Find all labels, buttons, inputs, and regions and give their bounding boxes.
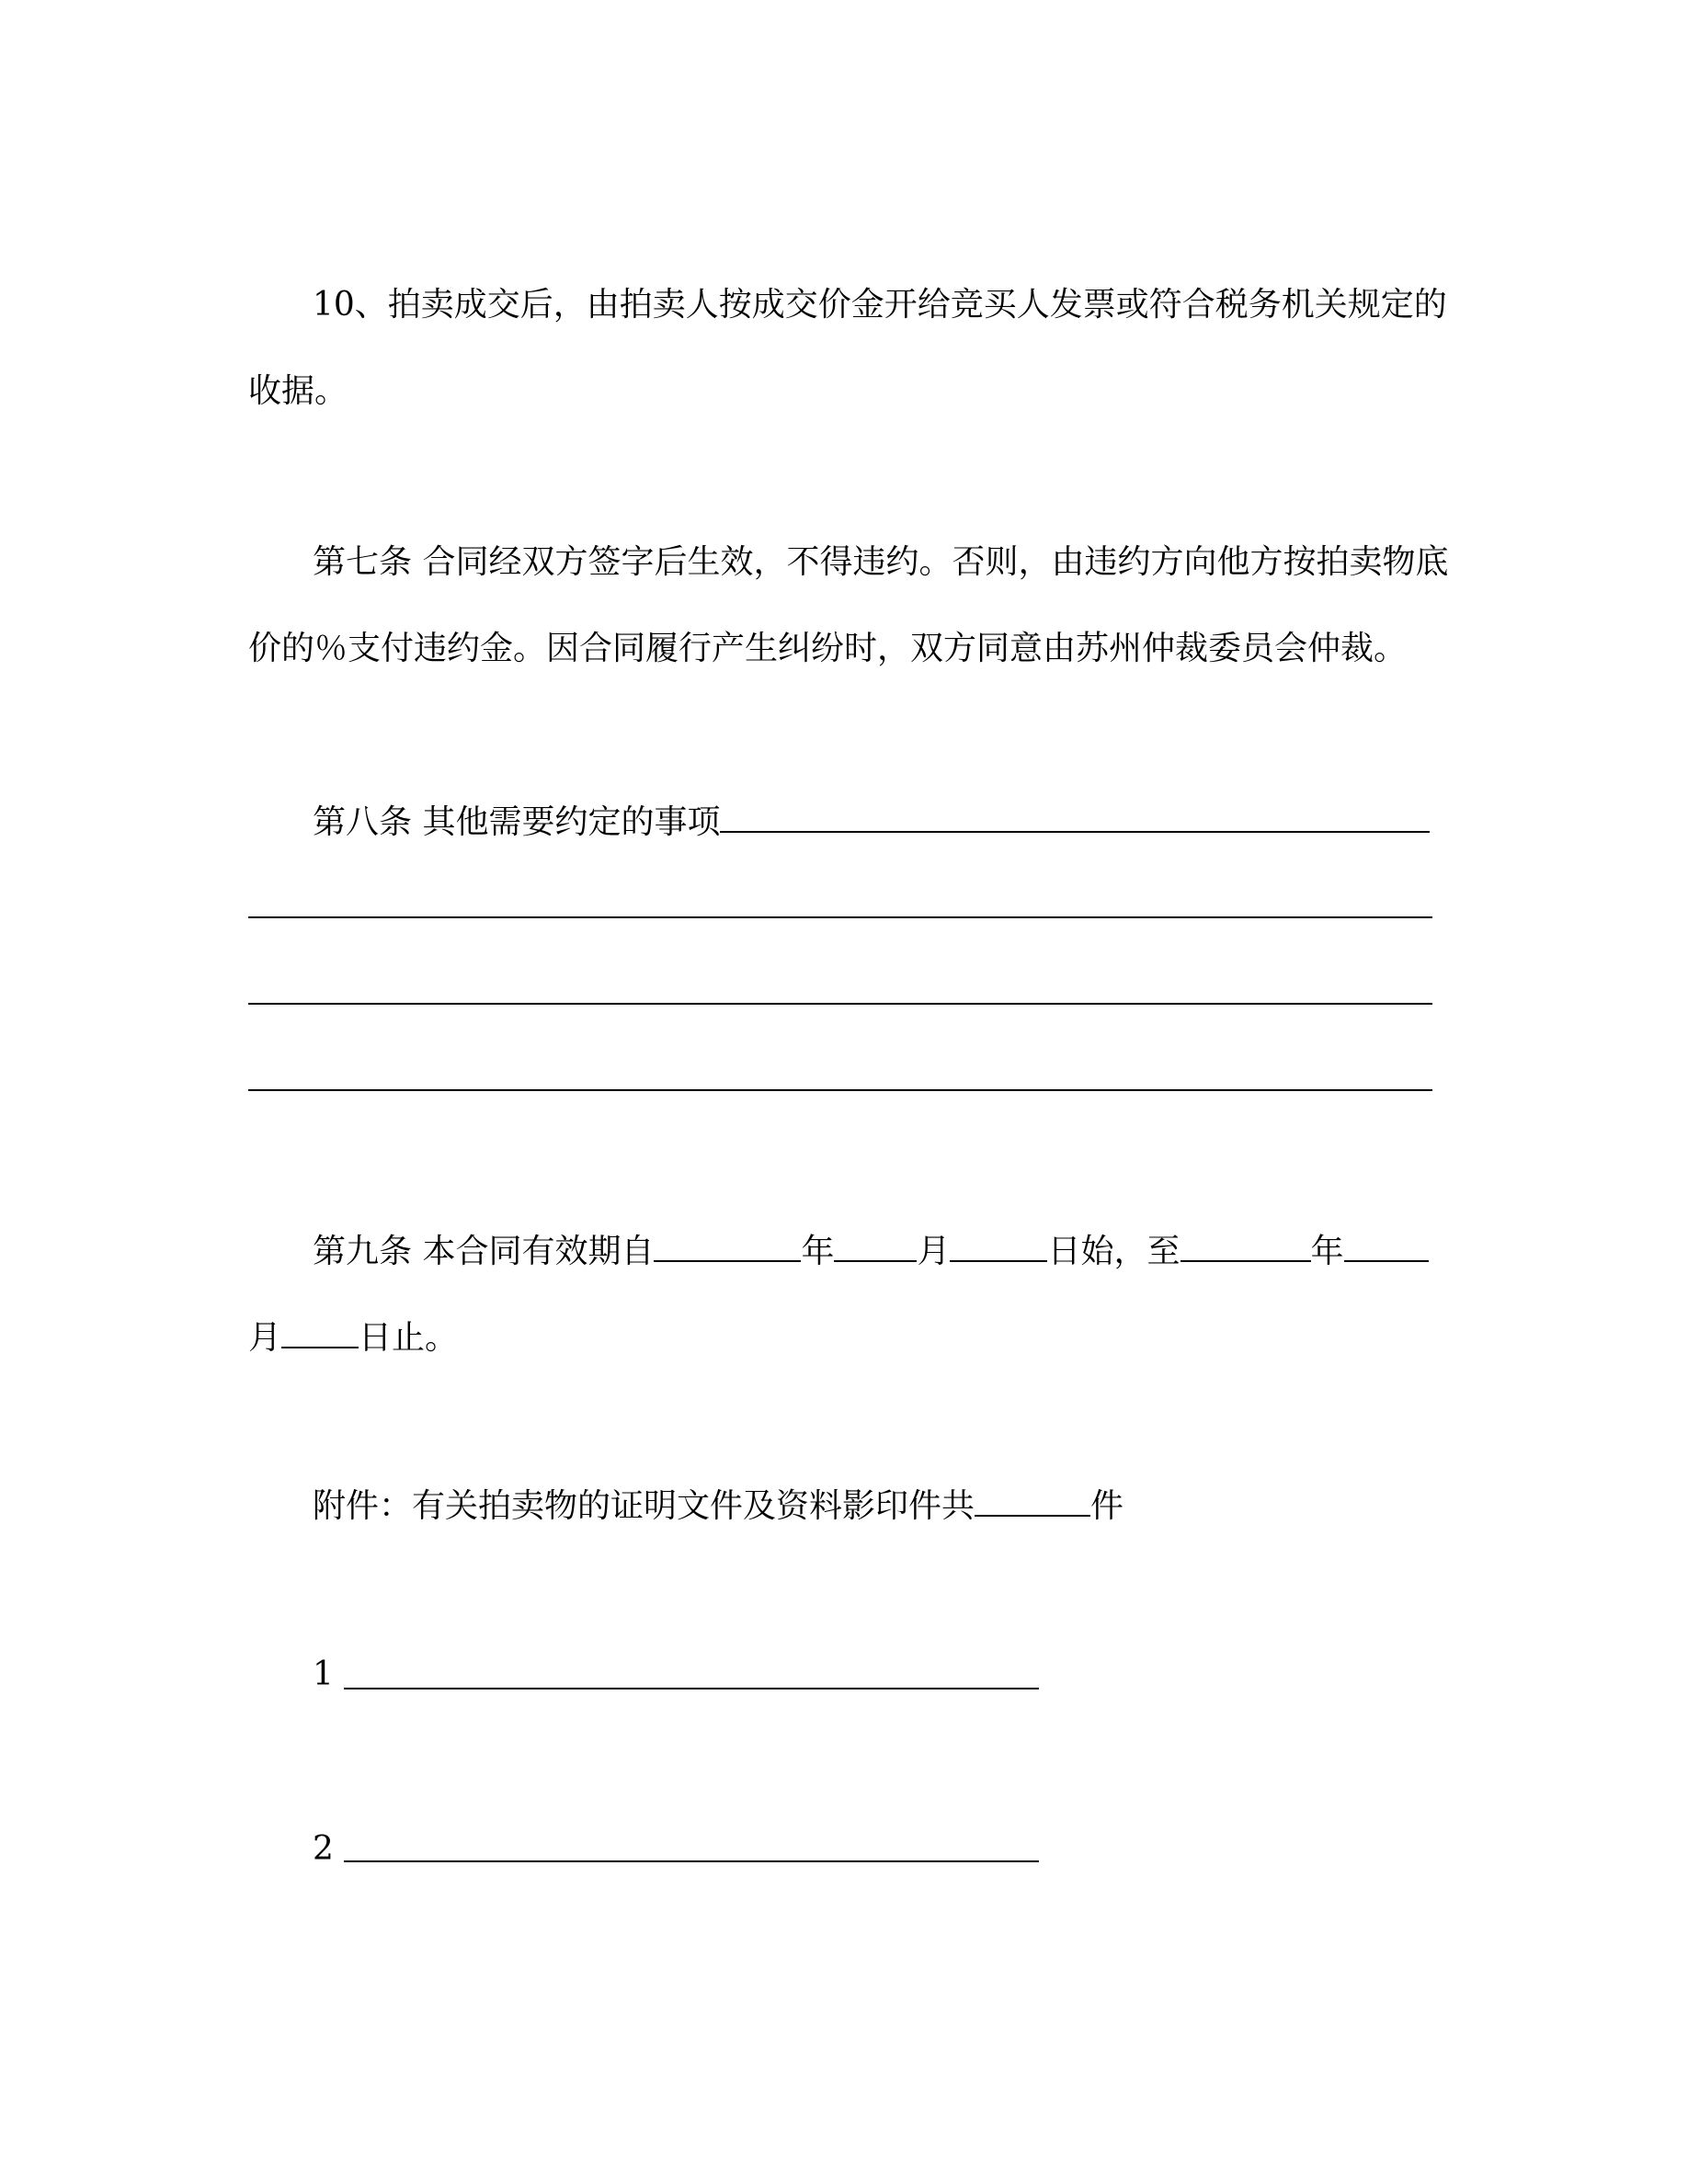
attachment-item-1-number: 1 (313, 1655, 334, 1693)
attachment-suffix: 件 (1090, 1487, 1124, 1525)
start-day-blank[interactable] (950, 1229, 1047, 1262)
start-day-label: 日始，至 (1047, 1233, 1180, 1270)
attachment-count-blank[interactable] (975, 1484, 1090, 1517)
article-7-line-2: 价的％支付违约金。因合同履行产生纠纷时，双方同意由苏州仲裁委员会仲裁。 (248, 630, 1408, 667)
article-8-blank-line-1[interactable] (248, 916, 1432, 918)
attachment-line (313, 1484, 1123, 1527)
clause-10-line-2: 收据。 (248, 372, 348, 410)
end-month-label: 月 (248, 1319, 282, 1357)
start-year-label: 年 (801, 1233, 835, 1270)
article-9-line-1 (313, 1229, 1429, 1272)
article-8-blank-line-2[interactable] (248, 1003, 1432, 1005)
start-month-blank[interactable] (834, 1229, 917, 1262)
end-day-label: 日止。 (359, 1319, 459, 1357)
attachment-item-2-blank[interactable] (344, 1860, 1039, 1862)
end-year-blank[interactable] (1180, 1229, 1311, 1262)
end-day-blank[interactable] (281, 1315, 359, 1348)
article-8-blank-inline[interactable] (720, 800, 1430, 833)
start-year-blank[interactable] (654, 1229, 801, 1262)
clause-10-line-1: 10、拍卖成交后，由拍卖人按成交价金开给竞买人发票或符合税务机关规定的 (313, 286, 1447, 324)
article-7-line-1: 第七条 合同经双方签字后生效，不得违约。否则，由违约方向他方按拍卖物底 (313, 543, 1449, 581)
article-8-heading (313, 800, 1430, 843)
attachment-item-2-number: 2 (313, 1830, 334, 1868)
start-month-label: 月 (917, 1233, 951, 1270)
attachment-item-1-blank[interactable] (344, 1688, 1039, 1689)
end-year-label: 年 (1310, 1233, 1344, 1270)
article-8-blank-line-3[interactable] (248, 1089, 1432, 1091)
end-month-blank-inline[interactable] (1344, 1229, 1429, 1262)
attachment-prefix: 附件：有关拍卖物的证明文件及资料影印件共 (313, 1487, 975, 1525)
article-8-label: 第八条 其他需要约定的事项 (313, 803, 721, 841)
article-9-prefix: 第九条 本合同有效期自 (313, 1233, 655, 1270)
article-9-line-2 (248, 1315, 458, 1359)
